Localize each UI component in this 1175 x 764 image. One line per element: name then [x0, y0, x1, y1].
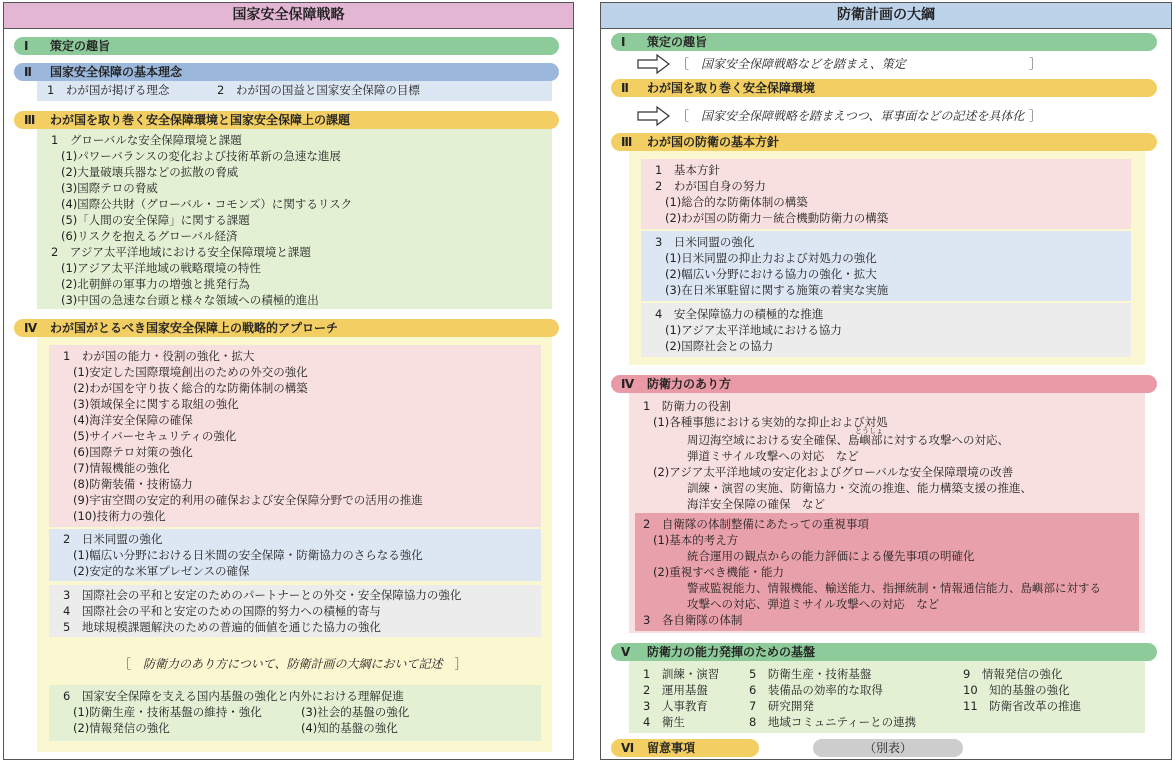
right-s2-arrow-icon — [637, 106, 671, 126]
right-section-3-bar: Ⅲ わが国の防衛の基本方針 — [611, 133, 1157, 151]
ruby-annotation: とうしょ — [855, 427, 883, 435]
left-s4-blue-box: 2 日米同盟の強化 (1)幅広い分野における日米間の安全保障・防衛協力のさらなる強化 (2)安定的な米軍プレゼンスの確保 — [49, 529, 541, 581]
left-s4-note: ［ 防衛力のあり方について、防衛計画の大綱において記述 ］ — [119, 657, 467, 671]
right-section-5-bar: Ⅴ 防衛力の能力発揮のための基盤 — [611, 643, 1157, 661]
left-section-2-bar: Ⅱ 国家安全保障の基本理念 — [14, 63, 559, 81]
right-s4-dark-box: 2 自衛隊の体制整備にあたっての重視事項 (1)基本的考え方 統合運用の観点からの能力評価による優先事項の明確化 (2)重視すべき機能・能力 警戒監視能力、情報機能、輸送能力、指揮統制・情報通信能力、島嶼部に対する 攻撃への対応、弾道ミサイル攻撃への対応 など 3 各自衛隊の体制 — [635, 513, 1139, 631]
left-s2-item: 1 わが国が掲げる理念 — [47, 83, 170, 97]
right-section-5-box: 1 訓練・演習 2 運用基盤 3 人事教育 4 衛生 5 防衛生産・技術基盤 6 装備品の効率的な取得 7 研究開発 8 地域コミュニティーとの連携 9 情報発信の強化 10 知的基盤の強化 11 防衛省改革の推進 — [629, 661, 1145, 733]
appendix-badge: （別表） — [813, 739, 963, 757]
right-section-2-bar: Ⅱ わが国を取り巻く安全保障環境 — [611, 79, 1157, 97]
left-s4-pink-box: 1 わが国の能力・役割の強化・拡大 (1)安定した国際環境創出のための外交の強化 (2)わが国を守り抜く総合的な防衛体制の構築 (3)領域保全に関する取組の強化 (4)海洋安全保障の確保 (5)サイバーセキュリティの強化 (6)国際テロ対策の強化 (7)情報機能の強化 (8)防衛装備・技術協力 (9)宇宙空間の安定的利用の確保および安全保障分野での活用の推進 (10)技術力の強化 — [49, 345, 541, 527]
right-s1-arrow-icon — [637, 54, 671, 74]
left-section-2-box — [37, 81, 552, 101]
left-s2-item: 2 わが国の国益と国家安全保障の目標 — [217, 83, 420, 97]
left-s4-green-box: 6 国家安全保障を支える国内基盤の強化と内外における理解促進 (1)防衛生産・技術基盤の維持・強化 (3)社会的基盤の強化 (2)情報発信の強化 (4)知的基盤の強化 — [49, 685, 541, 741]
left-panel — [3, 2, 574, 760]
right-section-3-box — [629, 151, 1145, 365]
left-section-4-box — [37, 337, 552, 752]
right-s3-gray-box: 4 安全保障協力の積極的な推進 (1)アジア太平洋地域における協力 (2)国際社会との協力 — [641, 303, 1131, 357]
right-section-4-box: 1 防衛力の役割 (1)各種事態における実効的な抑止および対処 とうしょ 周辺海空域における安全確保、島嶼部に対する攻撃への対応、 弾道ミサイル攻撃への対応 など (2)アジア太平洋地域の安定化およびグローバルな安全保障環境の改善 訓練・演習の実施、防衛協力・交流の推進、能力構築支援の推進、 海洋安全保障の確保 など 2 自衛隊の体制整備にあたっての重視事項 (1)基本的考え方 統合運用の観点からの能力評価による優先事項の明確化 (2)重視すべき機能・能力 警戒監視能力、情報機能、輸送能力、指揮統制・情報通信能力、島嶼部に対する 攻撃への対応、弾道ミサイル攻撃への対応 など 3 各自衛隊の体制 — [629, 393, 1145, 633]
left-section-4-bar: Ⅳ わが国がとるべき国家安全保障上の戦略的アプローチ — [14, 319, 559, 337]
left-s4-gray-box: 3 国際社会の平和と安定のためのパートナーとの外交・安全保障協力の強化 4 国際社会の平和と安定のための国際的努力への積極的寄与 5 地球規模課題解決のための普遍的価値を通じた協力の強化 — [49, 585, 541, 637]
right-s3-pink-box: 1 基本方針 2 わが国自身の努力 (1)総合的な防衛体制の構築 (2)わが国の防衛力－統合機動防衛力の構築 — [641, 159, 1131, 229]
right-panel-title: 防衛計画の大綱 — [601, 3, 1171, 29]
left-section-3-box: 1 グローバルな安全保障環境と課題 (1)パワーバランスの変化および技術革新の急速な進展 (2)大量破壊兵器などの拡散の脅威 (3)国際テロの脅威 (4)国際公共財（グローバル・コモンズ）に関するリスク (5)「人間の安全保障」に関する課題 (6)リスクを抱えるグローバル経済 2 アジア太平洋地域における安全保障環境と課題 (1)アジア太平洋地域の戦略環境の特性 (2)北朝鮮の軍事力の増強と挑発行為 (3)中国の急速な台頭と様々な領域への積極的進出 — [37, 129, 552, 309]
left-panel-title: 国家安全保障戦略 — [4, 3, 573, 29]
right-panel: 防衛計画の大綱 Ⅰ 策定の趣旨 ［ 国家安全保障戦略などを踏まえ、策定 ］ Ⅱ わが国を取り巻く安全保障環境 ［ 国家安全保障戦略を踏まえつつ、軍事面などの記述を具体化 ］ Ⅲ わが国の防衛の基本方針 1 基本方針 2 わが国自身の努力 (1)総合的な防衛体制の構築 (2)わが国の防衛力－統合機動防衛力の構築 3 日米同盟の強化 (1)日米同盟の抑止力および対処力の強化 (2)幅広い分野における協力の強化・拡大 (3)在日米軍駐留に関する施策の着実な実施 4 安全保障協力の積極的な推進 (1)アジア太平洋地域における協力 (2)国際社会との協力 Ⅳ 防衛力のあり方 1 防衛力の役割 (1)各種事態における実効的な抑止および対処 とうしょ 周辺海空域における安全確保、島嶼部に対する攻撃への対応、 弾道ミサイル攻撃への対応 など (2)アジア太平洋地域の安定化およびグローバルな安全保障環境の改善 訓練・演習の実施、防衛協力・交流の推進、能力構築支援の推進、 海洋安全保障の確保 など 2 自衛隊の体制整備にあたっての重視事項 (1)基本的考え方 統合運用の観点からの能力評価による優先事項の明確化 (2)重視すべき機能・能力 警戒監視能力、情報機能、輸送能力、指揮統制・情報通信能力、島嶼部に対する 攻撃への対応、弾道ミサイル攻撃への対応 など 3 各自衛隊の体制 Ⅴ 防衛力の能力発揮のための基盤 1 訓練・演習 2 運用基盤 3 人事教育 4 衛生 5 防衛生産・技術基盤 6 装備品の効率的な取得 7 研究開発 8 地域コミュニティーとの連携 9 情報発信の強化 10 知的基盤の強化 11 防衛省改革の推進 Ⅵ 留意事項 （別表） — [600, 2, 1172, 760]
right-s3-blue-box: 3 日米同盟の強化 (1)日米同盟の抑止力および対処力の強化 (2)幅広い分野における協力の強化・拡大 (3)在日米軍駐留に関する施策の着実な実施 — [641, 231, 1131, 301]
right-s2-note: ［ 国家安全保障戦略を踏まえつつ、軍事面などの記述を具体化 — [677, 109, 1025, 123]
right-s1-note: ［ 国家安全保障戦略などを踏まえ、策定 — [677, 57, 906, 71]
right-section-4-bar: Ⅳ 防衛力のあり方 — [611, 375, 1157, 393]
right-section-6-bar: Ⅵ 留意事項 — [611, 739, 759, 757]
left-section-3-bar: Ⅲ わが国を取り巻く安全保障環境と国家安全保障上の課題 — [14, 111, 559, 129]
right-section-1-bar: Ⅰ 策定の趣旨 — [611, 33, 1157, 51]
left-section-1-bar: Ⅰ 策定の趣旨 — [14, 37, 559, 55]
